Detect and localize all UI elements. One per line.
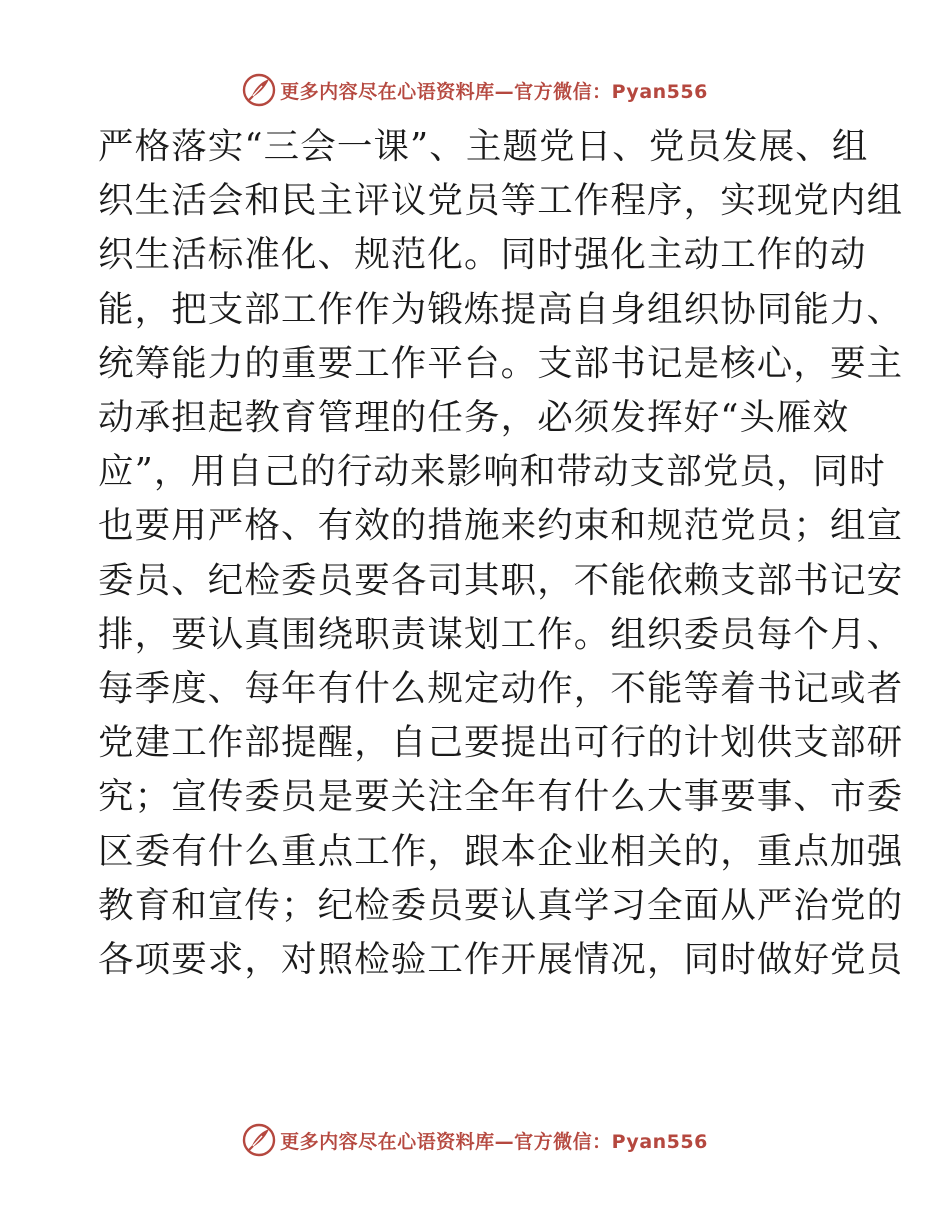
text-line: 统筹能力的重要工作平台。支部书记是核心，要主 <box>98 342 904 384</box>
text-line: 各项要求，对照检验工作开展情况，同时做好党员 <box>98 939 904 981</box>
text-line: 区委有什么重点工作，跟本企业相关的，重点加强 <box>98 830 904 872</box>
text-line: 动承担起教育管理的任务，必须发挥好“头雁效 <box>98 397 850 439</box>
text-line: 能，把支部工作作为锻炼提高自身组织协同能力、 <box>98 288 904 330</box>
text-line: 究；宣传委员是要关注全年有什么大事要事、市委 <box>98 776 904 818</box>
text-line: 教育和宣传；纪检委员要认真学习全面从严治党的 <box>98 884 904 926</box>
text-line: 织生活标准化、规范化。同时强化主动工作的动 <box>98 234 867 276</box>
text-line: 排，要认真围绕职责谋划工作。组织委员每个月、 <box>98 613 904 655</box>
text-line: 严格落实“三会一课”、主题党日、党员发展、组 <box>98 126 869 167</box>
text-line: 党建工作部提醒，自己要提出可行的计划供支部研 <box>98 722 904 764</box>
watermark-text: 更多内容尽在心语资料库—官方微信：Pyan556 <box>280 80 708 103</box>
footer-watermark <box>0 1120 950 1160</box>
header-watermark <box>0 70 950 110</box>
watermark-text: 更多内容尽在心语资料库—官方微信：Pyan556 <box>280 1130 708 1153</box>
feather-pen-icon <box>242 1123 276 1157</box>
text-line: 委员、纪检委员要各司其职，不能依赖支部书记安 <box>98 559 904 601</box>
text-line: 每季度、每年有什么规定动作，不能等着书记或者 <box>98 668 904 710</box>
body-paragraph <box>98 120 904 987</box>
feather-pen-icon <box>242 73 276 107</box>
text-line: 也要用严格、有效的措施来约束和规范党员；组宣 <box>98 505 904 547</box>
text-line: 应”，用自己的行动来影响和带动支部党员，同时 <box>98 451 886 493</box>
text-line: 织生活会和民主评议党员等工作程序，实现党内组 <box>98 180 904 222</box>
